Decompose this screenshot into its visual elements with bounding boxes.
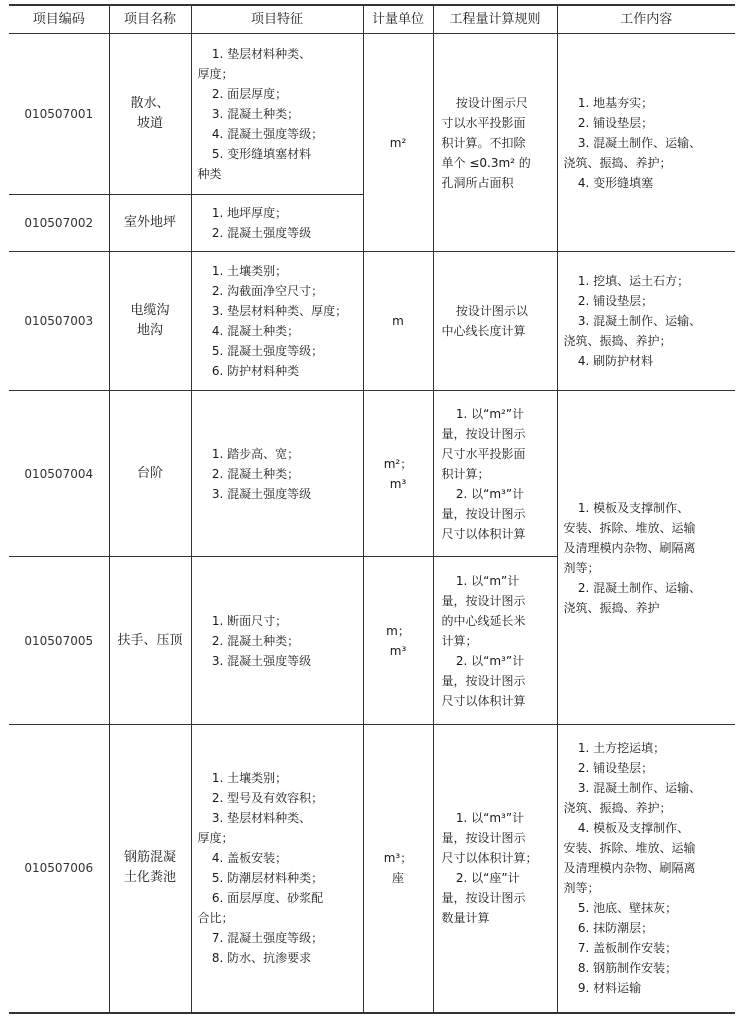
rule-line: 孔洞所占面积 xyxy=(441,175,514,190)
item-unit: m² xyxy=(363,34,433,252)
item-rule xyxy=(433,252,557,391)
item-name: 台阶 xyxy=(109,391,191,557)
item-work xyxy=(557,34,735,252)
item-name-line: 坡道 xyxy=(136,116,163,131)
work-line: 2. 铺设垫层； xyxy=(577,294,654,308)
feature-line: 2. 面层厚度； xyxy=(211,87,288,101)
item-work xyxy=(557,725,735,1013)
feature-line: 厚度； xyxy=(197,67,234,81)
work-line: 1. 挖填、运土石方； xyxy=(577,274,690,288)
item-rule xyxy=(433,34,557,252)
unit-line: m²； xyxy=(383,456,413,471)
unit-line: m³； xyxy=(383,851,413,866)
feature-line: 3. 混凝土种类； xyxy=(211,107,300,121)
feature-line: 7. 混凝土强度等级； xyxy=(211,931,324,946)
feature-line: 3. 混凝土强度等级 xyxy=(211,653,312,668)
work-line: 浇筑、振捣、养护； xyxy=(563,155,672,170)
rule-line: 量，按设计图示 xyxy=(441,593,526,608)
work-line: 安装、拆除、堆放、运输 xyxy=(563,520,696,535)
work-line: 6. 抹防潮层； xyxy=(577,921,654,936)
bill-of-quantities-table xyxy=(9,4,735,1014)
feature-line: 2. 混凝土种类； xyxy=(211,633,300,648)
header-unit: 计量单位 xyxy=(363,5,433,34)
rule-line: 计算； xyxy=(441,633,478,648)
item-rule xyxy=(433,557,557,725)
feature-line: 3. 混凝土强度等级 xyxy=(211,486,312,501)
rule-line: 寸以水平投影面 xyxy=(441,115,526,130)
item-code: 010507005 xyxy=(9,557,109,725)
work-line: 浇筑、振捣、养护； xyxy=(563,334,672,348)
rule-line: 尺寸水平投影面 xyxy=(441,446,526,461)
work-line: 安装、拆除、堆放、运输 xyxy=(563,841,696,856)
table-row xyxy=(9,725,735,1013)
table-row xyxy=(9,34,735,195)
rule-line: 尺寸以体积计算； xyxy=(441,851,538,866)
item-features xyxy=(191,252,363,391)
unit-line: 座 xyxy=(391,871,404,886)
item-features xyxy=(191,391,363,557)
header-rule: 工程量计算规则 xyxy=(433,5,557,34)
item-name: 扶手、压顶 xyxy=(109,557,191,725)
feature-line: 3. 垫层材料种类、 xyxy=(211,811,312,826)
feature-line: 5. 混凝土强度等级； xyxy=(211,344,324,358)
work-line: 9. 材料运输 xyxy=(577,981,642,996)
item-name-line: 钢筋混凝 xyxy=(123,850,176,866)
item-code: 010507001 xyxy=(9,34,109,195)
item-features xyxy=(191,557,363,725)
rule-line: 按设计图示尺 xyxy=(455,95,528,110)
feature-line: 4. 混凝土种类； xyxy=(211,324,300,338)
work-line: 3. 混凝土制作、运输、 xyxy=(577,135,702,150)
feature-line: 8. 防水、抗渗要求 xyxy=(211,951,312,966)
rule-line: 2. 以“m³”计 xyxy=(455,486,525,501)
item-rule xyxy=(433,391,557,557)
feature-line: 种类 xyxy=(197,167,222,181)
work-line: 剂等； xyxy=(563,560,600,575)
feature-line: 4. 混凝土强度等级； xyxy=(211,127,324,141)
header-code: 项目编码 xyxy=(9,5,109,34)
item-name-line: 地沟 xyxy=(136,323,163,338)
work-line: 浇筑、振捣、养护； xyxy=(563,801,672,816)
work-line: 2. 铺设垫层； xyxy=(577,761,654,776)
item-work xyxy=(557,391,735,725)
item-features xyxy=(191,725,363,1013)
work-line: 7. 盖板制作安装； xyxy=(577,941,678,956)
item-unit xyxy=(363,725,433,1013)
item-rule xyxy=(433,725,557,1013)
work-line: 2. 混凝土制作、运输、 xyxy=(577,580,702,595)
rule-line: 的中心线延长米 xyxy=(441,613,526,628)
item-code: 010507003 xyxy=(9,252,109,391)
feature-line: 3. 垫层材料种类、厚度； xyxy=(211,304,348,318)
rule-line: 积计算。不扣除 xyxy=(441,135,526,150)
table-row xyxy=(9,391,735,557)
rule-line: 量，按设计图示 xyxy=(441,506,526,521)
item-name: 室外地坪 xyxy=(109,195,191,252)
rule-line: 量，按设计图示 xyxy=(441,673,526,688)
rule-line: 1. 以“m²”计 xyxy=(455,406,525,421)
feature-line: 5. 防潮层材料种类； xyxy=(211,871,324,886)
rule-line: 2. 以“m³”计 xyxy=(455,653,525,668)
work-line: 1. 地基夯实； xyxy=(577,95,654,110)
rule-line: 积计算； xyxy=(441,466,490,481)
feature-line: 1. 土壤类别； xyxy=(211,264,288,278)
rule-line: 1. 以“m”计 xyxy=(455,573,520,588)
feature-line: 1. 断面尺寸； xyxy=(211,613,288,628)
work-line: 8. 钢筋制作安装； xyxy=(577,961,678,976)
work-line: 浇筑、振捣、养护 xyxy=(563,600,660,615)
rule-line: 按设计图示以 xyxy=(455,304,528,318)
feature-line: 6. 防护材料种类 xyxy=(211,364,300,378)
feature-line: 2. 混凝土种类； xyxy=(211,466,300,481)
work-line: 及清理模内杂物、刷隔离 xyxy=(563,861,696,876)
rule-line: 中心线长度计算 xyxy=(441,324,526,338)
work-line: 2. 铺设垫层； xyxy=(577,115,654,130)
item-work xyxy=(557,252,735,391)
feature-line: 1. 垫层材料种类、 xyxy=(211,47,312,61)
item-code: 010507006 xyxy=(9,725,109,1013)
header-features: 项目特征 xyxy=(191,5,363,34)
work-line: 3. 混凝土制作、运输、 xyxy=(577,781,702,796)
feature-line: 4. 盖板安装； xyxy=(211,851,288,866)
item-unit: m xyxy=(363,252,433,391)
header-work: 工作内容 xyxy=(557,5,735,34)
unit-line: m³ xyxy=(389,643,407,658)
feature-line: 1. 踏步高、宽； xyxy=(211,446,300,461)
header-name: 项目名称 xyxy=(109,5,191,34)
work-line: 3. 混凝土制作、运输、 xyxy=(577,314,702,328)
table-row xyxy=(9,252,735,391)
feature-line: 5. 变形缝填塞材料 xyxy=(211,147,312,161)
rule-line: 数量计算 xyxy=(441,911,490,926)
item-name xyxy=(109,252,191,391)
rule-line: 1. 以“m³”计 xyxy=(455,811,525,826)
item-features xyxy=(191,195,363,252)
item-name-line: 电缆沟 xyxy=(130,303,170,318)
item-name-line: 散水、 xyxy=(130,96,170,111)
feature-line: 2. 型号及有效容积； xyxy=(211,791,324,806)
feature-line: 2. 混凝土强度等级 xyxy=(211,226,312,240)
rule-line: 尺寸以体积计算 xyxy=(441,526,526,541)
item-features xyxy=(191,34,363,195)
rule-line: 量，按设计图示 xyxy=(441,891,526,906)
work-line: 4. 模板及支撑制作、 xyxy=(577,821,690,836)
feature-line: 1. 地坪厚度； xyxy=(211,206,288,220)
rule-line: 2. 以“座”计 xyxy=(455,871,520,886)
rule-line: 量，按设计图示 xyxy=(441,831,526,846)
feature-line: 1. 土壤类别； xyxy=(211,771,288,786)
work-line: 1. 土方挖运填； xyxy=(577,741,666,756)
item-name-line: 土化粪池 xyxy=(123,870,176,886)
work-line: 1. 模板及支撑制作、 xyxy=(577,500,690,515)
work-line: 剂等； xyxy=(563,881,600,896)
unit-line: m； xyxy=(386,623,410,638)
item-unit xyxy=(363,391,433,557)
unit-line: m³ xyxy=(389,476,407,491)
feature-line: 合比； xyxy=(197,911,234,926)
item-name xyxy=(109,34,191,195)
item-unit xyxy=(363,557,433,725)
work-line: 5. 池底、壁抹灰； xyxy=(577,901,678,916)
work-line: 4. 刷防护材料 xyxy=(577,354,654,368)
item-code: 010507004 xyxy=(9,391,109,557)
work-line: 及清理模内杂物、刷隔离 xyxy=(563,540,696,555)
rule-line: 尺寸以体积计算 xyxy=(441,693,526,708)
feature-line: 厚度； xyxy=(197,831,234,846)
feature-line: 2. 沟截面净空尺寸； xyxy=(211,284,324,298)
item-name xyxy=(109,725,191,1013)
rule-line: 量，按设计图示 xyxy=(441,426,526,441)
item-code: 010507002 xyxy=(9,195,109,252)
feature-line: 6. 面层厚度、砂浆配 xyxy=(211,891,324,906)
rule-line: 单个 ≤0.3m² 的 xyxy=(441,155,531,170)
header-row xyxy=(9,5,735,34)
work-line: 4. 变形缝填塞 xyxy=(577,175,654,190)
